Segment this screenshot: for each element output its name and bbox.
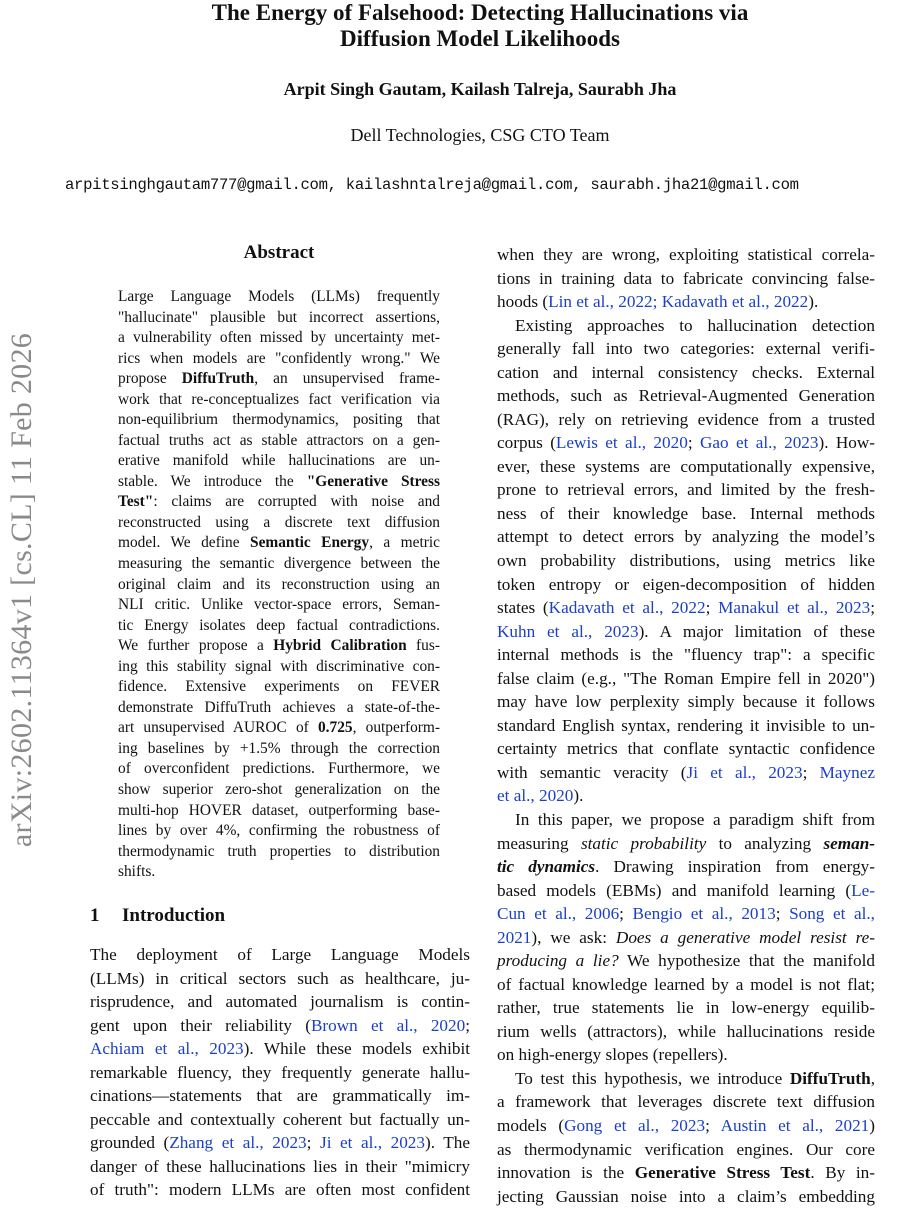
citation-link[interactable]: Ji et al., 2023 — [320, 1133, 425, 1152]
text-span: shifts. — [118, 863, 156, 881]
text-span: rics when models are "confidently wrong." We — [118, 349, 440, 367]
text-span: generally fall into two categories: external verifi- — [497, 339, 875, 359]
text-line — [90, 1108, 470, 1132]
text-span: false claim (e.g., "The Roman Empire fell in 2020") — [497, 668, 875, 688]
citation-link[interactable]: Maynez — [819, 762, 875, 782]
text-line — [497, 1020, 875, 1044]
text-line — [497, 1043, 875, 1067]
text-span: ever, these systems are computationally expensive, — [497, 456, 875, 476]
text-span: Existing approaches to hallucination detection — [515, 315, 875, 335]
text-span: (RAG), rely on retrieving evidence from a trusted — [497, 409, 875, 429]
text-span: attempt to detect errors by analyzing the model’s — [497, 527, 875, 547]
text-span: jecting Gaussian noise into a claim’s embedding — [497, 1186, 875, 1206]
text-line — [118, 801, 440, 822]
text-line — [497, 784, 875, 808]
text-span: : claims are corrupted with noise and — [153, 493, 440, 511]
citation-link[interactable]: Cun et al., 2006 — [497, 904, 620, 924]
citation-link[interactable]: Austin et al., 2021 — [720, 1115, 870, 1135]
text-line — [497, 761, 875, 785]
text-span: , an unsupervised frame- — [254, 370, 440, 388]
text-span: of truth": modern LLMs are often most confident — [90, 1180, 470, 1199]
text-span: ; — [870, 598, 875, 618]
text-span: "hallucinate" plausible but incorrect assertions, — [118, 308, 440, 326]
text-span: tic dynamics — [497, 857, 596, 877]
affiliation: Dell Technologies, CSG CTO Team — [350, 125, 610, 145]
text-span: ; — [687, 433, 700, 453]
text-span: Does a generative model resist re- — [615, 927, 876, 947]
text-line — [118, 657, 440, 678]
title-line-1: The Energy of Falsehood: Detecting Hallucinations via — [211, 0, 749, 25]
text-span: ing this stability signal with discriminative con- — [118, 657, 440, 675]
text-span: ). A major limitation of these — [638, 621, 875, 641]
text-span: , outperform- — [352, 719, 441, 737]
text-line — [497, 549, 875, 573]
text-span: ; — [306, 1133, 320, 1152]
text-line — [497, 643, 875, 667]
citation-link[interactable]: Achiam et al., 2023 — [90, 1039, 244, 1058]
citation-link[interactable]: Le- — [851, 880, 875, 900]
text-line — [497, 855, 875, 879]
text-line — [90, 1061, 470, 1085]
text-span: , — [870, 1068, 875, 1088]
text-line — [118, 698, 440, 719]
text-span: . Drawing inspiration from energy- — [595, 857, 875, 877]
text-line — [497, 525, 875, 549]
text-line — [497, 408, 875, 432]
text-span: measuring — [497, 833, 581, 853]
text-line — [497, 973, 875, 997]
text-span: standard English syntax, rendering it invisible to un- — [497, 715, 875, 735]
text-span: internal methods is the "fluency trap": a specific — [497, 645, 875, 665]
text-span: stable. We introduce the — [118, 472, 307, 490]
title-line-2: Diffusion Model Likelihoods — [340, 26, 620, 51]
text-span: ; — [802, 762, 820, 782]
text-span: ; — [705, 598, 719, 618]
text-span: own probability distributions, using metrics like — [497, 551, 875, 571]
text-span: ; — [705, 1115, 721, 1135]
text-line — [90, 1084, 470, 1108]
text-line — [118, 780, 440, 801]
citation-link[interactable]: Bengio et al., 2013 — [632, 904, 776, 924]
text-span: ). — [573, 786, 584, 806]
text-span: ) — [869, 1115, 875, 1135]
text-span: (LLMs) in critical sectors such as healthcare, ju- — [90, 968, 470, 988]
arxiv-identifier-sidebar: arXiv:2602.11364v1 [cs.CL] 11 Feb 2026 — [5, 332, 38, 848]
text-span: may have low perplexity simply because it follows — [497, 692, 875, 712]
citation-link[interactable]: Gong et al., 2023 — [564, 1115, 706, 1135]
text-line — [118, 533, 440, 554]
text-span: ). While these models exhibit — [243, 1039, 471, 1058]
text-span: propose — [118, 370, 182, 388]
text-span: rather, true statements lie in low-energy equilib- — [497, 998, 875, 1018]
text-span: of factual knowledge learned by a model is not flat; — [497, 974, 875, 994]
text-span: methods, such as Retrieval-Augmented Generation — [497, 386, 875, 406]
text-span: lines by over 4%, confirming the robustness of — [118, 822, 440, 840]
text-line — [90, 943, 470, 967]
text-line — [118, 595, 440, 616]
text-span: tions in training data to fabricate convincing false- — [497, 268, 875, 288]
citation-link[interactable]: Lin et al., 2022; Kadavath et al., 2022 — [548, 292, 809, 312]
text-span: producing a lie? — [497, 951, 619, 971]
text-span: on high-energy slopes (repellers). — [497, 1045, 728, 1065]
paper-title — [0, 0, 899, 52]
text-line — [497, 455, 875, 479]
text-span: ). — [808, 292, 819, 312]
text-span: seman- — [823, 833, 875, 853]
text-span: gent upon their reliability ( — [90, 1015, 311, 1035]
text-line — [118, 842, 440, 863]
text-line — [497, 1161, 875, 1185]
author-emails: arpitsinghgautam777@gmail.com, kailashntalreja@gmail.com, saurabh.jha21@gmail.com — [65, 176, 799, 194]
text-line — [90, 1155, 470, 1179]
text-line — [497, 267, 875, 291]
text-line — [118, 636, 440, 657]
text-line — [118, 349, 440, 370]
text-span: as thermodynamic verification engines. Our core — [497, 1139, 875, 1159]
text-span: innovation is the — [497, 1163, 635, 1183]
citation-link[interactable]: 2021 — [497, 927, 532, 947]
text-span: Test" — [118, 493, 154, 511]
text-line — [497, 573, 875, 597]
text-line — [118, 472, 440, 493]
citation-link[interactable]: Kadavath et al., 2022 — [548, 598, 706, 618]
text-line — [118, 451, 440, 472]
text-span: non-equilibrium thermodynamics, positing that — [118, 411, 440, 429]
text-span: corpus ( — [497, 433, 556, 453]
text-span: token entropy or eigen-decomposition of hidden — [497, 574, 875, 594]
citation-link[interactable]: et al., 2020 — [497, 786, 574, 806]
text-span: cinations—statements that are grammatically im- — [90, 1086, 470, 1105]
authors: Arpit Singh Gautam, Kailash Talreja, Saurabh Jha — [283, 79, 677, 99]
text-span: remarkable fluency, they frequently generate hallu- — [90, 1062, 470, 1082]
text-span: work that re-conceptualizes fact verification via — [118, 390, 440, 408]
text-line — [497, 926, 875, 950]
text-span: In this paper, we propose a paradigm shift from — [515, 809, 875, 829]
text-span: . By in- — [810, 1163, 875, 1183]
text-line — [90, 1178, 470, 1202]
text-span: Large Language Models (LLMs) frequently — [118, 288, 440, 305]
text-span: danger of these hallucinations lies in their "mimicry — [90, 1156, 470, 1176]
text-span: multi-hop HOVER dataset, outperforming base- — [118, 801, 440, 819]
text-line — [118, 862, 440, 883]
text-span: reconstructed using a discrete text diffusion — [118, 513, 440, 531]
text-span: ), we ask: — [531, 927, 616, 947]
text-span: , a metric — [369, 534, 440, 552]
text-line — [118, 390, 440, 411]
text-line — [118, 513, 440, 534]
text-span: We further propose a — [118, 637, 274, 655]
text-span: ; — [465, 1015, 470, 1035]
text-line — [118, 328, 440, 349]
section-number: 1 — [90, 905, 100, 926]
citation-link[interactable]: Zhang et al., 2023 — [169, 1133, 307, 1152]
text-line — [497, 431, 875, 455]
text-line — [497, 243, 875, 267]
text-line — [497, 1114, 875, 1138]
introduction-heading — [90, 905, 225, 927]
text-span: hoods ( — [497, 292, 549, 312]
text-span: cation and internal consistency checks. External — [497, 362, 875, 382]
text-span: rium wells (attractors), while hallucinations reside — [497, 1021, 875, 1041]
text-span: Generative Stress Test — [634, 1163, 811, 1183]
text-line — [497, 502, 875, 526]
text-line — [497, 714, 875, 738]
text-line — [118, 369, 440, 390]
text-span: 0.725 — [317, 719, 353, 737]
text-line — [118, 287, 440, 308]
citation-link[interactable]: Manakul et al., 2023 — [718, 598, 871, 618]
text-line — [118, 718, 440, 739]
text-span: Hybrid Calibration — [273, 637, 407, 655]
text-line — [118, 492, 440, 513]
text-line — [497, 1138, 875, 1162]
text-line — [118, 431, 440, 452]
text-span: certainty metrics that conflate syntactic confidence — [497, 739, 875, 759]
text-span: ing baselines by +1.5% through the correction — [118, 739, 440, 757]
text-span: The deployment of Large Language Models — [90, 945, 470, 964]
text-span: model. We define — [118, 534, 251, 552]
text-span: We hypothesize that the manifold — [618, 951, 875, 971]
text-line — [118, 616, 440, 637]
text-line — [497, 996, 875, 1020]
text-span: fidence. Extensive experiments on FEVER — [118, 678, 440, 696]
text-span: to analyzing — [706, 833, 824, 853]
text-line — [497, 879, 875, 903]
text-span: ; — [619, 904, 633, 924]
text-span: based models (EBMs) and manifold learning ( — [497, 880, 852, 900]
text-line — [90, 1037, 470, 1061]
text-span: original claim and its reconstruction using an — [118, 575, 440, 593]
text-line — [497, 384, 875, 408]
citation-link[interactable]: Kuhn et al., 2023 — [497, 621, 639, 641]
text-line — [497, 596, 875, 620]
citation-link[interactable]: Ji et al., 2023 — [686, 762, 803, 782]
text-span: DiffuTruth — [789, 1068, 871, 1088]
text-span: NLI critic. Unlike vector-space errors, Seman- — [118, 596, 440, 614]
text-span: tic Energy isolates deep factual contradictions. — [118, 616, 440, 634]
citation-link[interactable]: Lewis et al., 2020 — [555, 433, 688, 453]
section-title: Introduction — [122, 905, 226, 926]
text-line — [118, 821, 440, 842]
text-span: models ( — [497, 1115, 565, 1135]
text-span: fus- — [406, 637, 440, 655]
text-line — [497, 478, 875, 502]
text-line — [497, 737, 875, 761]
abstract-heading: Abstract — [243, 242, 315, 263]
text-line — [497, 290, 875, 314]
text-line — [118, 739, 440, 760]
text-line — [497, 808, 875, 832]
text-span: thermodynamic truth properties to distribution — [118, 842, 440, 860]
text-span: grounded ( — [90, 1133, 170, 1152]
text-span: "Generative Stress — [306, 472, 440, 490]
text-span: Semantic Energy — [250, 534, 370, 552]
text-span: DiffuTruth — [181, 370, 255, 388]
text-line — [118, 554, 440, 575]
text-line — [497, 832, 875, 856]
text-line — [497, 949, 875, 973]
citation-link[interactable]: Gao et al., 2023 — [699, 433, 819, 453]
text-line — [118, 308, 440, 329]
text-span: factual truths act as stable attractors on a gen- — [118, 431, 440, 449]
text-span: peccable and contextually coherent but factually un- — [90, 1109, 470, 1129]
text-span: a framework that leverages discrete text diffusion — [497, 1092, 875, 1112]
text-line — [497, 620, 875, 644]
text-span: a vulnerability often missed by uncertainty met- — [118, 329, 440, 347]
text-line — [118, 759, 440, 780]
text-span: ). The — [424, 1133, 470, 1152]
text-line — [497, 314, 875, 338]
text-line — [497, 337, 875, 361]
text-span: risprudence, and automated journalism is contin- — [90, 992, 470, 1011]
text-span: ). How- — [818, 433, 876, 453]
text-line — [497, 667, 875, 691]
text-span: prone to retrieval errors, and limited by the fresh- — [497, 480, 875, 500]
text-span: with semantic veracity ( — [497, 762, 687, 782]
text-line — [90, 967, 470, 991]
text-line — [497, 690, 875, 714]
text-line — [118, 677, 440, 698]
text-span: ; — [775, 904, 790, 924]
text-span: demonstrate DiffuTruth achieves a state-of-the- — [118, 698, 440, 716]
text-line — [90, 1131, 470, 1155]
citation-link[interactable]: Brown et al., 2020 — [310, 1015, 466, 1035]
text-span: show superior zero-shot generalization on the — [118, 780, 440, 798]
text-span: measuring the semantic divergence between the — [118, 555, 440, 573]
text-span: static probability — [580, 833, 707, 853]
text-span: when they are wrong, exploiting statistical correla- — [497, 245, 875, 264]
text-span: erative manifold while hallucinations are un- — [118, 452, 440, 470]
text-span: ness of their knowledge base. Internal methods — [497, 503, 875, 523]
text-line — [118, 575, 440, 596]
text-line — [497, 1090, 875, 1114]
text-line — [497, 902, 875, 926]
text-line — [90, 990, 470, 1014]
text-span: To test this hypothesis, we introduce — [515, 1068, 790, 1088]
text-span: of overconfident predictions. Furthermore, we — [118, 760, 440, 778]
text-span: states ( — [497, 598, 549, 618]
text-line — [497, 361, 875, 385]
text-span: art unsupervised AUROC of — [118, 719, 318, 737]
text-line — [90, 1014, 470, 1038]
text-line — [118, 410, 440, 431]
text-line — [497, 1185, 875, 1208]
text-line — [497, 1067, 875, 1091]
citation-link[interactable]: Song et al., — [789, 904, 875, 924]
